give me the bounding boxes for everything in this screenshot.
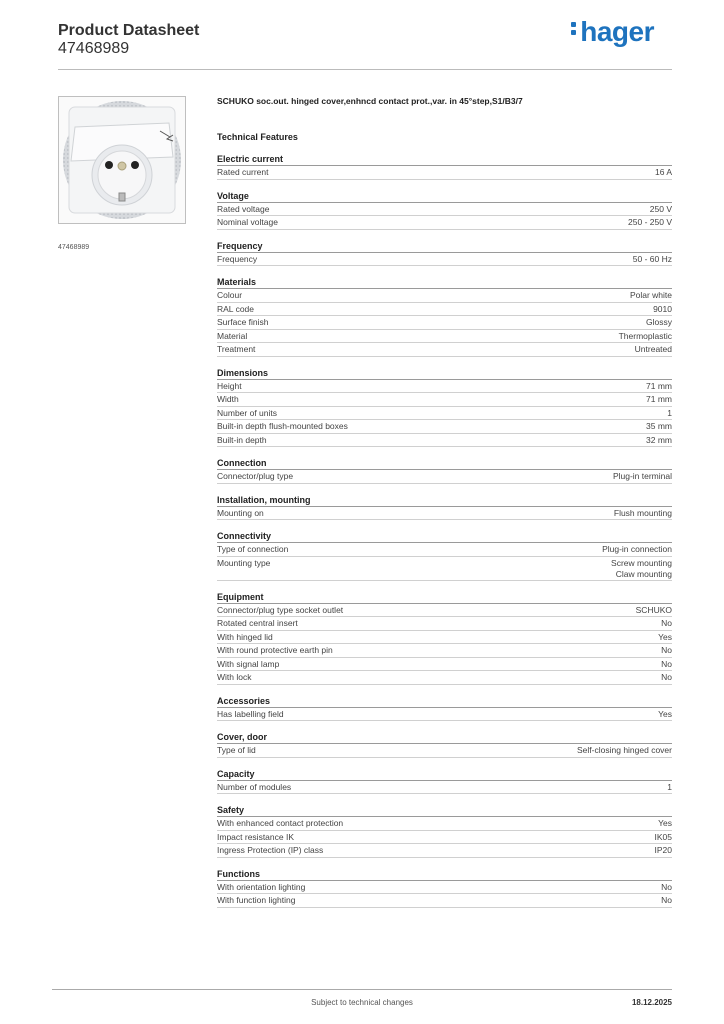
feature-group-title: Connectivity [217,530,672,543]
feature-value [611,558,672,580]
feature-group [217,804,672,858]
feature-value-line: Plug-in connection [602,544,672,554]
feature-value [635,344,672,356]
feature-value [655,167,672,179]
feature-value-line: 1 [667,407,672,418]
footer-divider [52,989,672,990]
feature-group [217,367,672,448]
feature-row [217,817,672,831]
footer-date: 18.12.2025 [631,998,672,1007]
feature-value-line: IK05 [654,831,672,842]
footer-note: Subject to technical changes [311,998,413,1007]
feature-value-line: SCHUKO [635,604,672,615]
feature-value-line: 16 A [654,167,672,177]
feature-row [217,343,672,357]
feature-value-line: Screw mounting [611,557,672,568]
feature-row [217,831,672,845]
feature-row [217,881,672,895]
product-number: 47468989 [58,40,130,57]
feature-value [646,317,672,329]
datasheet-content [217,95,672,918]
feature-group-title: Electric current [217,153,672,166]
feature-value [646,394,672,406]
feature-group [217,240,672,267]
feature-label: With lock [217,672,252,682]
feature-group [217,695,672,722]
feature-label: Type of connection [217,544,289,554]
feature-row [217,330,672,344]
feature-value-line: 250 - 250 V [628,217,672,227]
feature-value [602,544,672,556]
feature-value-line: IP20 [654,845,672,855]
feature-row [217,216,672,230]
feature-label: Height [217,380,242,391]
feature-label: Frequency [217,253,258,264]
feature-value-line: Untreated [634,344,672,354]
feature-row [217,617,672,631]
feature-label: Has labelling field [217,708,284,719]
feature-value-line: Thermoplastic [618,330,672,341]
feature-value [636,605,672,617]
feature-row [217,203,672,217]
feature-value-line: 35 mm [646,421,672,431]
feature-label: Nominal voltage [217,217,278,227]
feature-row [217,289,672,303]
feature-label: Built-in depth [217,434,267,445]
feature-row [217,671,672,685]
feature-row [217,557,672,581]
feature-value-line: 50 - 60 Hz [632,253,672,264]
feature-group [217,494,672,521]
feature-group-title: Materials [217,276,672,289]
feature-label: With hinged lid [217,631,273,642]
feature-value [658,632,672,644]
feature-row [217,316,672,330]
feature-value [628,217,672,229]
feature-label: With orientation lighting [217,881,306,892]
feature-label: Connector/plug type [217,471,294,481]
feature-value-line: 32 mm [646,434,672,445]
feature-label: Rotated central insert [217,618,298,628]
feature-value-line: Claw mounting [615,568,672,579]
feature-row [217,543,672,557]
feature-row [217,631,672,645]
feature-row [217,253,672,267]
feature-label: Number of modules [217,781,292,792]
feature-groups [217,153,672,908]
feature-value [646,421,672,433]
feature-value-line: 250 V [649,203,672,214]
feature-value [658,818,672,830]
feature-value [655,832,673,844]
feature-row [217,393,672,407]
feature-group-title: Accessories [217,695,672,708]
feature-group-title: Connection [217,457,672,470]
feature-group-title: Cover, door [217,731,672,744]
feature-row [217,658,672,672]
feature-value-line: 71 mm [646,380,672,391]
feature-value [661,895,672,907]
feature-value-line: 9010 [653,303,672,314]
feature-value-line: Plug-in terminal [612,471,672,481]
feature-label: RAL code [217,303,255,314]
feature-label: With enhanced contact protection [217,818,344,828]
feature-value-line: 1 [667,781,672,792]
feature-value [630,290,672,302]
feature-label: Mounting on [217,507,264,518]
feature-group [217,457,672,484]
feature-row [217,781,672,795]
feature-row [217,708,672,722]
feature-value [614,508,672,520]
feature-row [217,166,672,180]
feature-label: Impact resistance IK [217,831,295,842]
feature-label: Rated current [217,167,269,177]
page-header [58,16,672,70]
feature-value-line: Yes [658,631,672,642]
feature-value [655,845,673,857]
feature-value [653,304,672,316]
feature-group [217,868,672,908]
feature-value-line: No [661,618,672,628]
feature-row [217,644,672,658]
feature-label: Number of units [217,407,277,418]
feature-group [217,731,672,758]
feature-value-line: 71 mm [646,394,672,404]
feature-value-line: No [661,672,672,682]
feature-group-title: Installation, mounting [217,494,672,507]
feature-group-title: Capacity [217,768,672,781]
feature-value-line: Yes [658,818,672,828]
feature-group-title: Equipment [217,591,672,604]
feature-value-line: Yes [658,708,672,719]
feature-row [217,303,672,317]
header-divider [58,69,672,70]
feature-group [217,153,672,180]
page-title: Product Datasheet [58,22,200,39]
feature-row [217,844,672,858]
feature-value [650,204,672,216]
feature-label: Material [217,330,248,341]
feature-label: Built-in depth flush-mounted boxes [217,421,348,431]
feature-value-line: Polar white [629,290,672,300]
feature-group-title: Functions [217,868,672,881]
feature-group [217,190,672,230]
feature-group-title: Frequency [217,240,672,253]
hager-logo [571,16,654,48]
feature-value [661,882,672,894]
feature-value [658,709,672,721]
feature-group [217,591,672,685]
feature-group-title: Dimensions [217,367,672,380]
feature-value-line: Glossy [646,317,672,327]
feature-value-line: No [661,895,672,905]
feature-value-line: Self-closing hinged cover [577,745,672,755]
feature-row [217,744,672,758]
feature-label: With signal lamp [217,658,280,669]
product-description: SCHUKO soc.out. hinged cover,enhncd contact prot.,var. in 45°step,S1/B3/7 [217,96,523,106]
feature-label: Colour [217,290,243,300]
feature-value-line: No [661,881,672,892]
feature-label: Connector/plug type socket outlet [217,604,344,615]
technical-features-title: Technical Features [217,132,298,142]
feature-group-title: Voltage [217,190,672,203]
feature-row [217,470,672,484]
feature-value [661,618,672,630]
feature-row [217,380,672,394]
photo-caption: 47468989 [58,244,90,251]
feature-value [661,645,672,657]
feature-row [217,407,672,421]
feature-row [217,420,672,434]
feature-value-line: Flush mounting [613,507,672,518]
feature-value [577,745,672,757]
feature-label: Mounting type [217,557,271,568]
logo-text: hager [580,16,654,47]
feature-label: With function lighting [217,895,296,905]
feature-label: Treatment [217,344,256,354]
feature-value [633,254,672,266]
feature-label: Width [217,394,239,404]
feature-value [646,381,672,393]
feature-label: Ingress Protection (IP) class [217,845,324,855]
feature-value [667,408,672,420]
feature-value [667,782,672,794]
feature-row [217,894,672,908]
feature-value [613,471,672,483]
feature-row [217,507,672,521]
feature-group [217,768,672,795]
feature-label: Rated voltage [217,203,270,214]
feature-value [661,672,672,684]
feature-value [661,659,672,671]
feature-group-title: Safety [217,804,672,817]
feature-value-line: No [661,645,672,655]
socket-outlet-photo-icon [58,96,186,224]
feature-value [646,435,672,447]
feature-value-line: No [661,658,672,669]
feature-group [217,276,672,357]
feature-label: With round protective earth pin [217,645,333,655]
feature-label: Surface finish [217,317,269,327]
feature-row [217,434,672,448]
logo-dots-icon [571,19,578,38]
feature-group [217,530,672,581]
feature-label: Type of lid [217,745,256,755]
feature-value [619,331,672,343]
feature-row [217,604,672,618]
